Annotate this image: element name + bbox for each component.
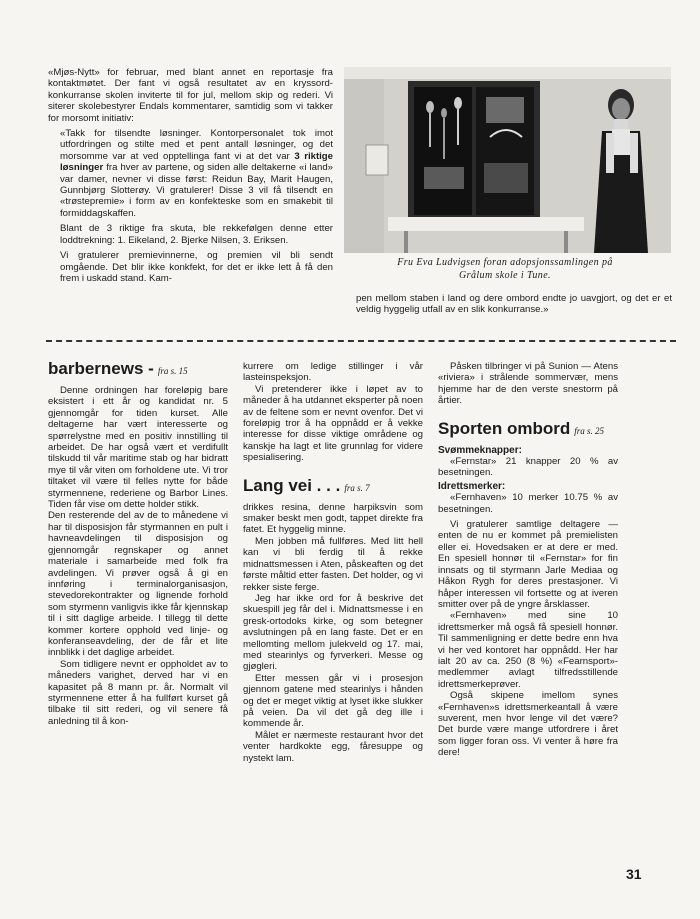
right-paragraph-1: Påsken tilbringer vi på Sunion — Atens «riviera» i strålende sommervær, mens hjemme har de den verste snestorm på årtier. xyxy=(438,361,618,407)
section-divider xyxy=(46,340,676,342)
sporten-heading xyxy=(438,419,618,441)
caption-line-1: Fru Eva Ludvigsen foran adopsjonssamlingen på xyxy=(397,257,613,268)
langvei-heading xyxy=(243,476,423,498)
page-number: 31 xyxy=(626,866,642,882)
barbernews-heading xyxy=(48,359,228,381)
middle-column xyxy=(243,361,423,764)
svom-heading: Svømmeknapper: xyxy=(438,444,522,456)
caption-line-2: Grålum skole i Tune. xyxy=(459,270,551,281)
sporten-paragraph-1: Vi gratulerer samtlige deltagere — enten de nu er kommet på premielisten eller ei. Hovedsaken er at dere er med. En spesiell honnør til «Fernstar» for fin innsats og til styrmann Jarle Mediaa og Håkon Rygh for deres prestasjoner. Vi håper interessen vil fortsette og at iveren smitter over på de yngre årsklasser. xyxy=(438,519,618,610)
barbernews-paragraph-1: Denne ordningen har foreløpig bare eksistert i ett år og kandidat nr. 5 gjennomgår for tiden kurset. Alle deltagerne har vært interesserte og spørrelystne med en positiv innstilling til arbeidet. De har også vært et verdifullt tilskudd til vår maritime stab og har bidratt mye til vår viten om forholdene ute. Vi tror tiltaket vil være til felles nytte for både styrmennene, rederiene og Barbor Lines. Tiden får vise om dette holder stikk. xyxy=(48,385,228,511)
idr-heading: Idrettsmerker: xyxy=(438,480,506,492)
intro-quote xyxy=(48,128,333,219)
langvei-paragraph-3: Jeg har ikke ord for å beskrive det skuespill jeg får del i. Midnattsmesse i en gresk-ortodoks kirke, og som betegner avslutningen på en lang faste. Det er en mellomting mellom julekveld og 17. mai, med stearinlys og fyrverkeri. Messe og gjøgleri. xyxy=(243,592,423,673)
barbernews-paragraph-2: Den resterende del av de to månedene vi har til disposisjon får styrmannen en pult i havneavdelingen til disposisjon og gjennomgår regnskaper og annet materiale i samarbeide med folk fra avdelingen. Vi prøver også å gi en innføring i terminalorganisasjon, stevedorekontrakter og lignende forhold som styrmenn vanligvis ikke får kjennskap til i sitt daglige arbeide. I tillegg til dette kommer kortere opphold ved linje- og konferanseavdeling, der de får et lite innblikk i det daglige arbeidet. xyxy=(48,510,228,659)
middle-paragraph-2: Vi pretenderer ikke i løpet av to måneder å ha utdannet eksperter på noen av de feltene som er nevnt ovenfor. Det vi foreløpig tror å ha oppnådd er å vekke interesse for disse viktige områdene og kanskje ha lagt et lite grunnlag for videre spesialisering. xyxy=(243,383,423,464)
right-column xyxy=(438,361,618,759)
sporten-paragraph-2: «Fernhaven» med sine 10 idrettsmerker må også få spesiell honnør. Til sammenligning er dette bedre enn hva vi her ved kontoret har oppnådd. Her har ialt 20 av ca. 250 (8 %) «Fearnsport»-medlemmer avlagt tilfredsstillende idrettsmerkeprøver. xyxy=(438,610,618,690)
quote-text-2: fra hver av partene, og siden alle deltakerne «i land» var damer, nevner vi disse først: Reidun Bay, Marit Haugen, Gunnbjørg Slotterøy. Vi gratulerer! Disse 3 vil få tilsendt en «trøstepremie» i form av en konfekteske som en smakebit til formiddagskaffen. xyxy=(60,162,334,219)
svom-text: «Fernstar» 21 knapper 20 % av besetningen. xyxy=(438,456,618,479)
barbernews-paragraph-3: Som tidligere nevnt er oppholdet av to måneders varighet, derved har vi en kapasitet på 8 mann pr. år. Normalt vil styrmennene etter å ha fullført kurset gå tilbake til sitt rederi, og vil senere få anledning til å kon- xyxy=(48,658,228,727)
intro-quote-closing: Vi gratulerer premievinnerne, og premien vil bli sendt omgående. Det blir ikke konkfekt, for det er ikke lett å få den frem i uskadd stand. Kam- xyxy=(60,250,333,284)
sporten-title: Sporten ombord xyxy=(438,418,571,438)
quote-text-1: «Takk for tilsendte løsninger. Kontorpersonalet tok imot utfordringen og stilte med et pent antall løsninger, og det morsomme var at ved opptellinga fant vi at det var xyxy=(60,128,333,162)
middle-paragraph-1: kurrere om ledige stillinger i vår lasteinspeksjon. xyxy=(243,361,423,384)
barbernews-page-ref: fra s. 15 xyxy=(157,366,188,376)
barbernews-title: barbernews - xyxy=(48,359,154,378)
quote-bold-text: 3 riktige løsninger xyxy=(60,150,334,174)
langvei-paragraph-2: Men jobben må fullføres. Med litt hell kan vi bli ferdig til å rekke midnattsmessen i Aten, påskeaften og det første måltid etter fasten. Det holder, og vi rekker siste ferge. xyxy=(243,535,423,593)
intro-column xyxy=(48,67,333,284)
langvei-title: Lang vei . . . xyxy=(243,475,341,495)
idr-text: «Fernhaven» 10 merker 10.75 % av besetningen. xyxy=(438,492,618,515)
photo-illustration xyxy=(344,67,671,253)
sporten-page-ref: fra s. 25 xyxy=(574,425,604,436)
intro-quote-end: pen mellom staben i land og dere ombord endte jo uavgjort, og det er et veldig hyggelig utfall av en slik konkurranse.» xyxy=(356,293,672,316)
intro-continuation xyxy=(356,293,672,316)
barbernews-column xyxy=(48,359,228,727)
photo-adoption-collection xyxy=(344,67,671,253)
intro-paragraph: «Mjøs-Nytt» for februar, med blant annet en reportasje fra kontaktmøtet. Der fant vi også resultatet av en kryssord-konkurranse skolen inviterte til for jul, mellom skip og rederi. Vi siterer skolebestyrer Endals kommentarer, samtidig som vi takker for morsomt initiativ: xyxy=(48,67,333,124)
photo-caption xyxy=(340,256,670,282)
langvei-paragraph-4: Etter messen går vi i prosesjon gjennom gatene med stearinlys i hånden og det er meget viktig at lyset ikke slukker på veien. Da vil det gå deg ille i kommende år. xyxy=(243,672,423,730)
sporten-paragraph-3: Også skipene imellom synes «Fernhaven»s idrettsmerkeantall å være suverent, men hvor lenge vil det være? Det burde være mange utfordrere i året som ligger foran oss. Vi venter å høre fra dere! xyxy=(438,690,618,759)
intro-quote-continued: Blant de 3 riktige fra skuta, ble rekkefølgen denne etter loddtrekning: 1. Eikeland, 2. Bjerke Nilsen, 3. Eriksen. xyxy=(60,223,333,246)
langvei-paragraph-5: Målet er nærmeste restaurant hvor det venter hardkokte egg, fåresuppe og nystekt lam. xyxy=(243,729,423,764)
langvei-paragraph-1: drikkes resina, denne harpiksvin som smaker beskt men godt, tappet direkte fra fatet. Et hyggelig minne. xyxy=(243,501,423,536)
langvei-page-ref: fra s. 7 xyxy=(344,482,370,493)
